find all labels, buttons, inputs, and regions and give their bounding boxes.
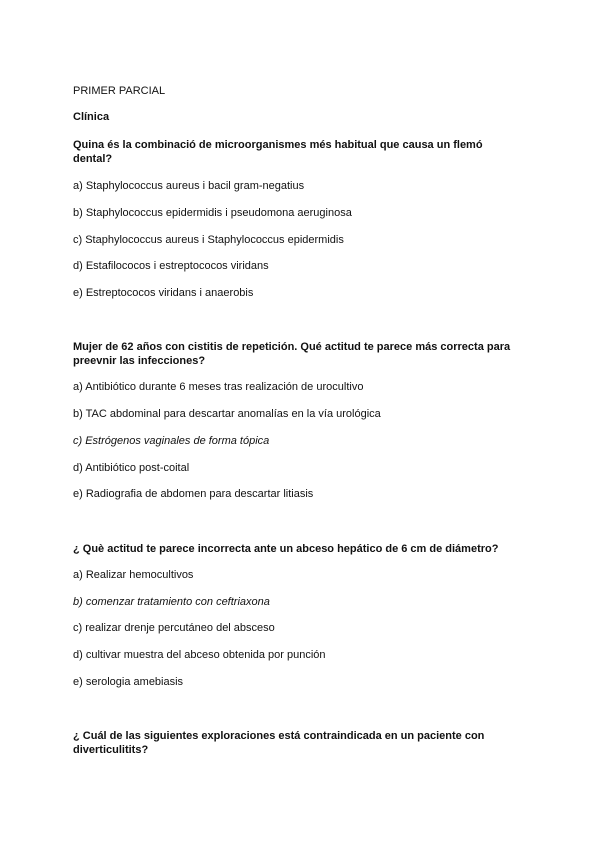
- question-2-text: Mujer de 62 años con cistitis de repetición. Qué actitud te parece más correcta para preevnir las infecciones?: [73, 341, 511, 367]
- question-1-option-d: d) Estafilococos i estreptococos viridans: [73, 260, 269, 272]
- question-1-option-e: e) Estreptococos viridans i anaerobis: [73, 287, 254, 299]
- question-3-text: ¿ Què actitud te parece incorrecta ante un abceso hepático de 6 cm de diámetro?: [73, 543, 499, 555]
- question-3-option-a: a) Realizar hemocultivos: [73, 569, 194, 581]
- section-title: Clínica: [73, 111, 110, 123]
- question-3-option-d: d) cultivar muestra del abceso obtenida por punción: [73, 649, 326, 661]
- question-2-option-c: c) Estrógenos vaginales de forma tópica: [73, 435, 270, 447]
- question-1-option-b: b) Staphylococcus epidermidis i pseudomona aeruginosa: [73, 207, 352, 219]
- question-3-option-b: b) comenzar tratamiento con ceftriaxona: [73, 596, 270, 608]
- question-2-option-d: d) Antibiótico post-coital: [73, 462, 190, 474]
- document-title: PRIMER PARCIAL: [73, 85, 166, 97]
- question-2-option-a: a) Antibiótico durante 6 meses tras realización de urocultivo: [73, 381, 364, 393]
- question-1-option-c: c) Staphylococcus aureus i Staphylococcus epidermidis: [73, 234, 344, 246]
- question-3-option-e: e) serologia amebiasis: [73, 676, 184, 688]
- question-2-option-e: e) Radiografia de abdomen para descartar litiasis: [73, 488, 314, 500]
- question-1-option-a: a) Staphylococcus aureus i bacil gram-negatius: [73, 180, 305, 192]
- question-3-option-c: c) realizar drenje percutáneo del absceso: [73, 622, 275, 634]
- question-2-option-b: b) TAC abdominal para descartar anomalías en la vía urológica: [73, 408, 381, 420]
- question-1-text: Quina és la combinació de microorganismes més habitual que causa un flemó dental?: [73, 139, 483, 165]
- question-4-text: ¿ Cuál de las siguientes exploraciones está contraindicada en un paciente con diverticulitits?: [73, 730, 485, 756]
